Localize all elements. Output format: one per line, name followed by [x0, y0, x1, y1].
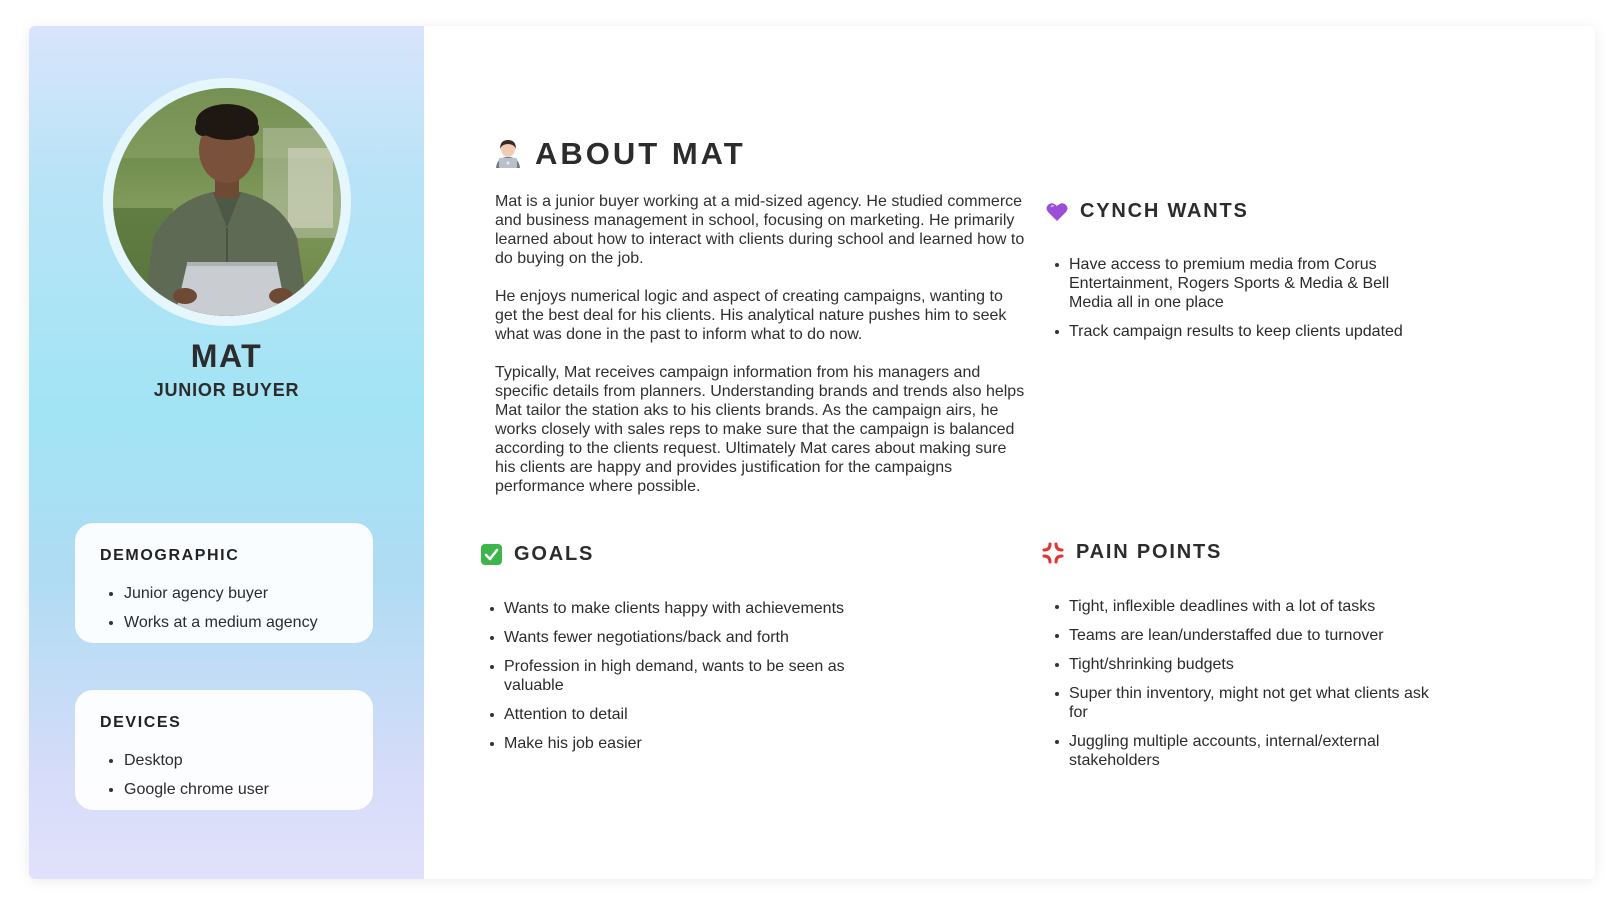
cynch-wants-list — [1048, 255, 1428, 351]
about-heading — [495, 136, 746, 172]
profile-sidebar — [29, 26, 424, 879]
list-item: Super thin inventory, might not get what clients ask for — [1048, 684, 1433, 722]
list-item: Tight/shrinking budgets — [1048, 655, 1433, 674]
list-item: Wants to make clients happy with achievements — [483, 599, 853, 618]
goals-list — [483, 599, 853, 763]
about-paragraph: He enjoys numerical logic and aspect of creating campaigns, wanting to get the best deal for his clients. His analytical nature pushes him to seek what was done in the past to inform what to do now. — [495, 288, 1007, 343]
pain-points-list — [1048, 597, 1433, 780]
about-body — [495, 192, 1027, 515]
persona-role: JUNIOR BUYER — [153, 380, 300, 400]
about-paragraph: Typically, Mat receives campaign information from his managers and specific details from planners. Understanding brands and trends also helps Mat tailor the station aks to his clients brands. As the campaign airs, he works closely with sales reps to make sure that the campaign is balanced according to the clients request. Ultimately Mat cares about making sure his clients are happy and provides justification for the campaigns performance where possible. — [495, 364, 1025, 495]
list-item: Desktop — [100, 746, 269, 775]
list-item: Profession in high demand, wants to be seen as valuable — [483, 657, 853, 695]
list-item: Junior agency buyer — [100, 579, 318, 608]
list-item: Teams are lean/understaffed due to turnover — [1048, 626, 1433, 645]
cynch-wants-title: CYNCH WANTS — [1080, 200, 1249, 222]
avatar-ring — [103, 78, 351, 326]
list-item: Works at a medium agency — [100, 608, 318, 637]
person-photo — [113, 88, 341, 316]
persona-name: MAT — [190, 338, 263, 374]
devices-list — [100, 746, 269, 804]
about-paragraph: Mat is a junior buyer working at a mid-sized agency. He studied commerce and business management in school, focusing on marketing. He primarily learned about how to interact with clients during school and learned how to do buying on the job. — [495, 193, 1025, 267]
about-title: ABOUT MAT — [535, 136, 746, 171]
pain-points-heading — [1042, 541, 1222, 564]
demographic-list — [100, 579, 318, 637]
list-item: Juggling multiple accounts, internal/external stakeholders — [1048, 732, 1433, 770]
list-item: Attention to detail — [483, 705, 853, 724]
list-item: Have access to premium media from Corus Entertainment, Rogers Sports & Media & Bell Media all in one place — [1048, 255, 1428, 312]
persona-card — [29, 26, 1595, 879]
avatar — [113, 88, 341, 316]
devices-title: DEVICES — [100, 714, 182, 731]
list-item: Google chrome user — [100, 775, 269, 804]
goals-title: GOALS — [514, 543, 595, 565]
demographic-card — [75, 523, 373, 643]
demographic-title: DEMOGRAPHIC — [100, 547, 240, 564]
technologist-icon — [495, 140, 521, 168]
cynch-wants-heading — [1046, 200, 1249, 223]
list-item: Track campaign results to keep clients updated — [1048, 322, 1428, 341]
list-item: Make his job easier — [483, 734, 853, 753]
devices-card — [75, 690, 373, 810]
goals-heading — [481, 543, 594, 566]
pain-points-title: PAIN POINTS — [1076, 541, 1223, 563]
list-item: Tight, inflexible deadlines with a lot of tasks — [1048, 597, 1433, 616]
purple-heart-icon — [1046, 202, 1068, 222]
check-mark-icon — [481, 544, 502, 565]
list-item: Wants fewer negotiations/back and forth — [483, 628, 853, 647]
anger-symbol-icon — [1042, 542, 1064, 564]
